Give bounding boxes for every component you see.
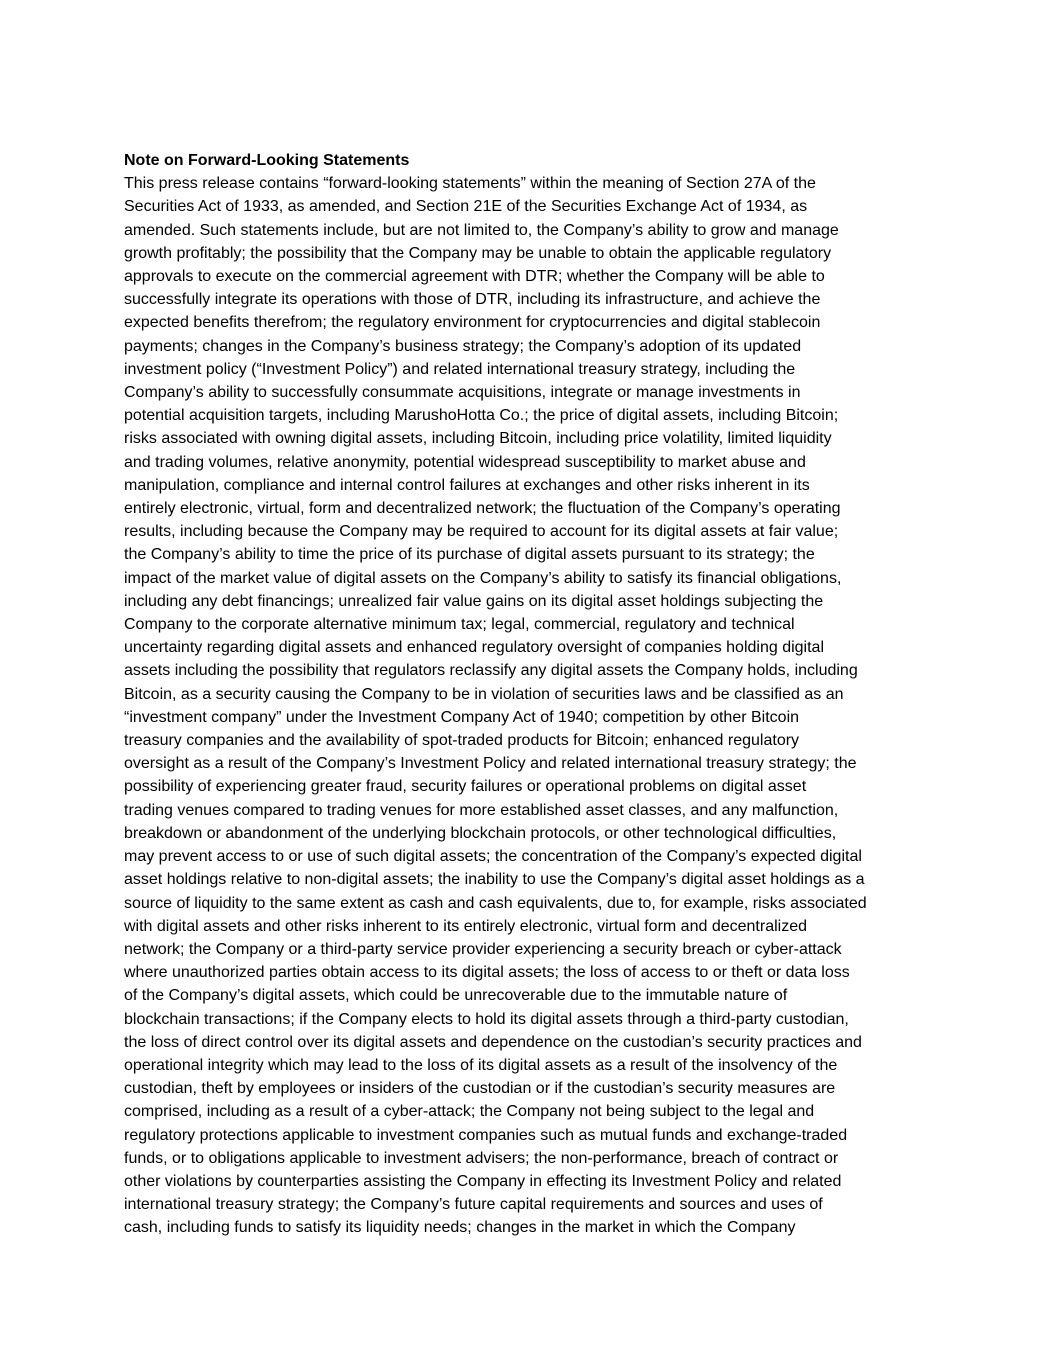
body-line: expected benefits therefrom; the regulatory environment for cryptocurrencies and digital stablecoin	[124, 314, 821, 332]
body-line: investment policy (“Investment Policy”) and related international treasury strategy, including the	[124, 360, 796, 378]
body-line: including any debt financings; unrealized fair value gains on its digital asset holdings subjecting the	[124, 592, 824, 610]
body-line: entirely electronic, virtual, form and decentralized network; the fluctuation of the Company’s operating	[124, 500, 841, 518]
body-line: the loss of direct control over its digital assets and dependence on the custodian’s security practices and	[124, 1033, 862, 1051]
body-line: funds, or to obligations applicable to investment advisers; the non-performance, breach of contract or	[124, 1149, 839, 1167]
body-line: risks associated with owning digital assets, including Bitcoin, including price volatility, limited liquidity	[124, 430, 832, 448]
body-line: blockchain transactions; if the Company elects to hold its digital assets through a third-party custodian,	[124, 1010, 849, 1028]
body-line: and trading volumes, relative anonymity, potential widespread susceptibility to market abuse and	[124, 453, 806, 471]
body-line: impact of the market value of digital assets on the Company’s ability to satisfy its financial obligations,	[124, 569, 842, 587]
body-line: “investment company” under the Investment Company Act of 1940; competition by other Bitcoin	[124, 708, 800, 726]
body-line: growth profitably; the possibility that the Company may be unable to obtain the applicable regulatory	[124, 244, 832, 262]
body-line: source of liquidity to the same extent as cash and cash equivalents, due to, for example, risks associated	[124, 894, 867, 912]
body-line: amended. Such statements include, but are not limited to, the Company’s ability to grow and manage	[124, 221, 839, 239]
body-line: possibility of experiencing greater fraud, security failures or operational problems on digital asset	[124, 778, 807, 796]
section-heading: Note on Forward-Looking Statements	[124, 152, 410, 169]
body-line: asset holdings relative to non-digital assets; the inability to use the Company’s digital asset holdings as a	[124, 871, 865, 889]
body-line: operational integrity which may lead to the loss of its digital assets as a result of the insolvency of the	[124, 1056, 838, 1074]
body-line: approvals to execute on the commercial agreement with DTR; whether the Company will be able to	[124, 268, 825, 286]
body-line: potential acquisition targets, including MarushoHotta Co.; the price of digital assets, including Bitcoin;	[124, 407, 839, 425]
body-line: cash, including funds to satisfy its liquidity needs; changes in the market in which the Company	[124, 1219, 796, 1237]
body-line: where unauthorized parties obtain access to its digital assets; the loss of access to or theft or data loss	[124, 964, 850, 982]
body-line: network; the Company or a third-party service provider experiencing a security breach or cyber-attack	[124, 940, 842, 958]
body-line: uncertainty regarding digital assets and enhanced regulatory oversight of companies holding digital	[124, 639, 824, 657]
body-line: international treasury strategy; the Company’s future capital requirements and sources and uses of	[124, 1196, 823, 1214]
body-line: custodian, theft by employees or insiders of the custodian or if the custodian’s security measures are	[124, 1080, 836, 1098]
body-line: Company’s ability to successfully consummate acquisitions, integrate or manage investments in	[124, 384, 801, 402]
body-line: the Company’s ability to time the price of its purchase of digital assets pursuant to its strategy; the	[124, 546, 815, 564]
body-line: This press release contains “forward-looking statements” within the meaning of Section 27A of the	[124, 175, 816, 193]
body-line: oversight as a result of the Company’s Investment Policy and related international treasury strategy; the	[124, 755, 857, 773]
body-line: of the Company’s digital assets, which could be unrecoverable due to the immutable nature of	[124, 987, 788, 1005]
body-line: trading venues compared to trading venues for more established asset classes, and any malfunction,	[124, 801, 839, 819]
body-line: treasury companies and the availability of spot-traded products for Bitcoin; enhanced regulatory	[124, 732, 800, 750]
body-line: other violations by counterparties assisting the Company in effecting its Investment Policy and related	[124, 1172, 842, 1190]
body-line: manipulation, compliance and internal control failures at exchanges and other risks inherent in its	[124, 476, 810, 494]
body-line: assets including the possibility that regulators reclassify any digital assets the Company holds, including	[124, 662, 858, 680]
body-line: breakdown or abandonment of the underlying blockchain protocols, or other technological difficulties,	[124, 824, 837, 842]
body-line: with digital assets and other risks inherent to its entirely electronic, virtual form and decentralized	[124, 917, 807, 935]
body-line: regulatory protections applicable to investment companies such as mutual funds and exchange-traded	[124, 1126, 848, 1144]
document-body	[124, 149, 936, 1240]
body-line: successfully integrate its operations with those of DTR, including its infrastructure, and achieve the	[124, 291, 821, 309]
body-line: Bitcoin, as a security causing the Company to be in violation of securities laws and be classified as an	[124, 685, 844, 703]
body-line: Company to the corporate alternative minimum tax; legal, commercial, regulatory and technical	[124, 616, 795, 634]
body-line: Securities Act of 1933, as amended, and Section 21E of the Securities Exchange Act of 1934, as	[124, 198, 808, 216]
body-line: comprised, including as a result of a cyber-attack; the Company not being subject to the legal and	[124, 1103, 815, 1121]
body-line: results, including because the Company may be required to account for its digital assets at fair value;	[124, 523, 839, 541]
body-line: payments; changes in the Company’s business strategy; the Company’s adoption of its updated	[124, 337, 802, 355]
body-line: may prevent access to or use of such digital assets; the concentration of the Company’s expected digital	[124, 848, 862, 866]
